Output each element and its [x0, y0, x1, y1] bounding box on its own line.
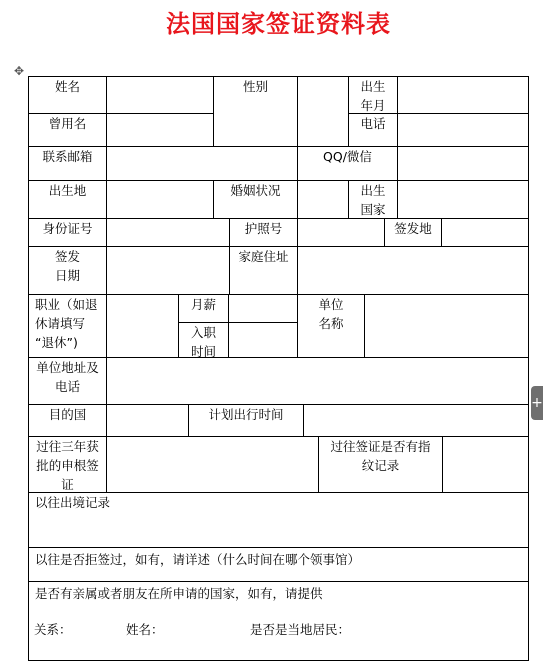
home-address-label-cell [229, 246, 298, 295]
home-address-label: 家庭住址 [238, 249, 289, 264]
birth-country-label-line2: 国家 [360, 202, 386, 217]
work-address-label-cell [28, 357, 107, 405]
employer-field[interactable] [364, 294, 529, 358]
past-visa-label-line2: 批的申根签 [36, 458, 99, 473]
birth-date-field[interactable] [397, 76, 529, 114]
occupation-label-line3: “退休”) [35, 335, 78, 350]
birthplace-label-cell [28, 180, 107, 219]
birth-country-label-line1: 出生 [360, 183, 386, 198]
id-number-label: 身份证号 [42, 221, 93, 236]
occupation-label-line2: 休请填写 [35, 316, 86, 331]
phone-label-cell [348, 113, 398, 147]
past-visa-field[interactable] [106, 436, 319, 493]
birth-country-field[interactable] [397, 180, 529, 219]
birth-date-label-cell [348, 76, 398, 114]
salary-label: 月薪 [190, 297, 216, 312]
destination-field[interactable] [106, 404, 189, 437]
former-name-label: 曾用名 [48, 116, 87, 131]
issue-place-field[interactable] [441, 218, 529, 247]
passport-field[interactable] [297, 218, 385, 247]
gender-label: 性别 [242, 79, 268, 94]
work-address-field[interactable] [106, 357, 529, 405]
marital-label: 婚姻状况 [230, 183, 281, 198]
email-field[interactable] [106, 146, 298, 181]
refusal-label: 以往是否拒签过，如有，请详述（什么时间在哪个领事馆） [35, 552, 361, 567]
entry-history-cell[interactable] [28, 492, 529, 548]
birth-date-label-line1: 出生 [360, 79, 386, 94]
travel-time-field[interactable] [303, 404, 529, 437]
issue-place-label: 签发地 [394, 221, 432, 236]
id-number-label-cell [28, 218, 107, 247]
hire-date-label-line1: 入职 [190, 325, 216, 340]
employer-label-cell [297, 294, 365, 358]
home-address-field[interactable] [297, 246, 529, 295]
occupation-label-cell [28, 294, 107, 358]
birthplace-field[interactable] [106, 180, 214, 219]
issue-date-field[interactable] [106, 246, 230, 295]
fingerprint-label-line2: 纹记录 [361, 458, 400, 473]
work-address-label-line2: 电话 [54, 379, 80, 394]
fingerprint-label-cell [318, 436, 443, 493]
refusal-cell[interactable] [28, 547, 529, 582]
entry-history-label: 以往出境记录 [35, 495, 111, 510]
salary-label-cell [178, 294, 229, 323]
relatives-label: 是否有亲属或者朋友在所申请的国家，如有，请提供 [35, 586, 323, 601]
id-number-field[interactable] [106, 218, 230, 247]
phone-field[interactable] [397, 113, 529, 147]
local-resident-label: 是否是当地居民： [250, 622, 351, 637]
qq-wechat-label-cell [297, 146, 398, 181]
qq-wechat-label: QQ/微信 [323, 149, 372, 164]
fingerprint-field[interactable] [442, 436, 529, 493]
occupation-field[interactable] [106, 294, 179, 358]
relation-label: 关系： [34, 622, 72, 637]
relative-name-label: 姓名： [126, 622, 164, 637]
destination-label-cell [28, 404, 107, 437]
table-move-handle-icon[interactable]: ✥ [14, 64, 25, 78]
former-name-label-cell [28, 113, 107, 147]
hire-date-label-line2: 时间 [190, 344, 216, 359]
name-label: 姓名 [54, 79, 80, 94]
form-title: 法国国家签证资料表 [166, 9, 391, 38]
past-visa-label-line1: 过往三年获 [36, 439, 99, 454]
passport-label-cell [229, 218, 298, 247]
salary-field[interactable] [228, 294, 298, 323]
email-label-cell [28, 146, 107, 181]
hire-date-label-cell [178, 322, 229, 358]
marital-field[interactable] [297, 180, 349, 219]
past-visa-label-line3: 证 [61, 477, 74, 492]
issue-date-label-line1: 签发 [54, 249, 80, 264]
employer-label-line2: 名称 [318, 316, 344, 331]
former-name-field[interactable] [106, 113, 214, 147]
gender-label-cell [213, 76, 298, 147]
phone-label: 电话 [360, 116, 386, 131]
issue-date-label-cell [28, 246, 107, 295]
travel-time-label: 计划出行时间 [208, 407, 284, 422]
email-label: 联系邮箱 [42, 149, 93, 164]
passport-label: 护照号 [244, 221, 283, 236]
side-panel-expand-icon[interactable]: + [531, 386, 543, 420]
occupation-label-line1: 职业（如退 [35, 297, 98, 312]
work-address-label-line1: 单位地址及 [36, 360, 99, 375]
name-label-cell [28, 76, 107, 114]
issue-date-label-line2: 日期 [54, 268, 80, 283]
gender-field[interactable] [297, 76, 349, 147]
qq-wechat-field[interactable] [397, 146, 529, 181]
birth-date-label-line2: 年月 [360, 98, 386, 113]
marital-label-cell [213, 180, 298, 219]
issue-place-label-cell [384, 218, 442, 247]
birthplace-label: 出生地 [48, 183, 87, 198]
birth-country-label-cell [348, 180, 398, 219]
past-visa-label-cell [28, 436, 107, 493]
employer-label-line1: 单位 [318, 297, 344, 312]
travel-time-label-cell [188, 404, 304, 437]
name-field[interactable] [106, 76, 214, 114]
hire-date-field[interactable] [228, 322, 298, 358]
destination-label: 目的国 [48, 407, 87, 422]
fingerprint-label-line1: 过往签证是否有指 [330, 439, 431, 454]
